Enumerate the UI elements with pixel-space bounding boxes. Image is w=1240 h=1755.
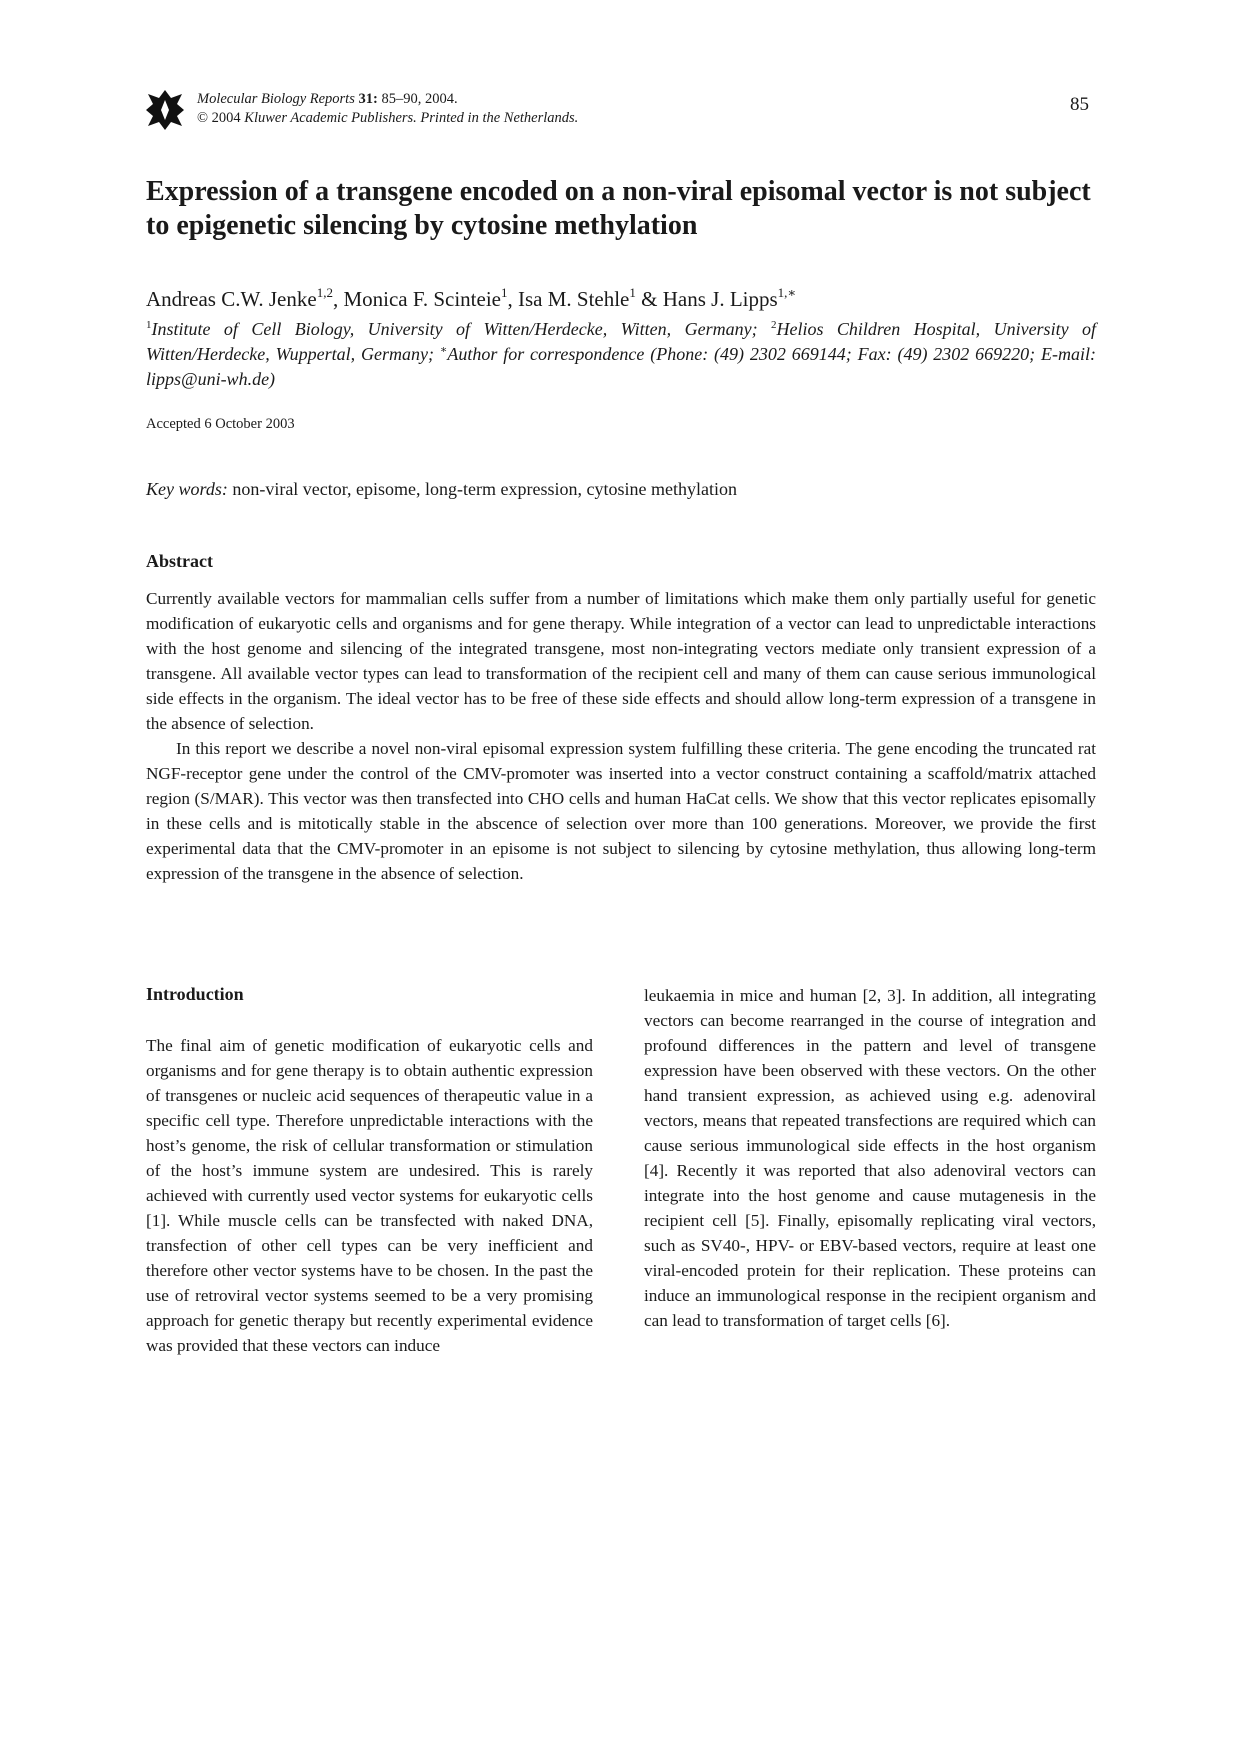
author-affiliation-mark: 1,2 <box>316 285 333 300</box>
keywords-label: Key words: <box>146 479 228 499</box>
introduction-paragraph: leukaemia in mice and human [2, 3]. In addition, all integrating vectors can become rearranged in the course of integration and profound differences in the pattern and level of transgene expression have been observed with these vectors. On the other hand transient expression, as achieved using e.g. adenoviral vectors, means that repeated transfections are required which can cause serious immunological side effects in the host organism [4]. Recently it was reported that also adenoviral vectors can integrate into the host genome and cause mutagenesis in the recipient cell [5]. Finally, episomally replicating viral vectors, such as SV40-, HPV- or EBV-based vectors, require at least one viral-encoded protein for their replication. These proteins can induce an immunological response in the recipient organism and can lead to transformation of target cells [6]. <box>644 986 1096 1330</box>
correspondence-mark: ∗ <box>439 344 448 356</box>
keywords-text: non-viral vector, episome, long-term expression, cytosine methylation <box>227 479 737 499</box>
abstract-body <box>146 586 1096 886</box>
author-name: Isa M. Stehle <box>517 287 630 311</box>
journal-citation <box>197 90 578 128</box>
page-number: 85 <box>1070 94 1089 115</box>
affiliation-2: Helios Children Hospital, University of Witten/Herdecke, Wuppertal, Germany; <box>146 319 1096 364</box>
affiliation-mark: 2 <box>770 319 777 331</box>
affiliations <box>146 317 1096 392</box>
publisher-logo-icon <box>146 88 184 132</box>
author-affiliation-mark: 1,∗ <box>777 285 797 300</box>
introduction-paragraph: The final aim of genetic modification of eukaryotic cells and organisms and for gene therapy is to obtain authentic expression of transgenes or nucleic acid sequences of therapeutic value in a specific cell type. Therefore unpredictable interactions with the host’s genome, the risk of cellular transformation or stimulation of the host’s immune system are undesired. This is rarely achieved with currently used vector systems for eukaryotic cells [1]. While muscle cells can be transfected with naked DNA, transfection of other cell types can be very inefficient and therefore other vector systems have to be chosen. In the past the use of retroviral vector systems seemed to be a very promising approach for genetic therapy but recently experimental evidence was provided that these vectors can induce <box>146 1036 593 1355</box>
publisher: Kluwer Academic Publishers. <box>244 110 417 126</box>
author-name: Hans J. Lipps <box>662 287 778 311</box>
introduction-column-left <box>146 1033 593 1358</box>
author-separator: , <box>332 287 344 311</box>
author-separator: & <box>635 287 663 311</box>
author-name: Andreas C.W. Jenke <box>146 287 317 311</box>
abstract-paragraph: Currently available vectors for mammalian cells suffer from a number of limitations which make them only partially useful for genetic modification of eukaryotic cells and organisms and for gene therapy. While integration of a vector can lead to unpredictable interactions with the host genome and silencing of the integrated transgene, most non-integrating vectors mediate only transient expression of a transgene. All available vector types can lead to transformation of the recipient cell and many of them can cause serious immunological side effects in the organism. The ideal vector has to be free of these side effects and should allow long-term expression of a transgene in the absence of selection. <box>146 589 1096 733</box>
author-affiliation-mark: 1 <box>500 285 508 300</box>
correspondence-info: Author for correspondence (Phone: (49) 2302 669144; Fax: (49) 2302 669220; E-mail: lipps@uni-wh.de) <box>146 344 1097 389</box>
journal-volume: 31: <box>358 91 378 107</box>
abstract-heading: Abstract <box>146 551 213 571</box>
paper-title: Expression of a transgene encoded on a non-viral episomal vector is not subject to epigenetic silencing by cytosine methylation <box>146 176 1091 241</box>
abstract-paragraph: In this report we describe a novel non-viral episomal expression system fulfilling these criteria. The gene encoding the truncated rat NGF-receptor gene under the control of the CMV-promoter was inserted into a vector construct containing a scaffold/matrix attached region (S/MAR). This vector was then transfected into CHO cells and human HaCat cells. We show that this vector replicates episomally in these cells and is mitotically stable in the abscence of selection over more than 100 generations. Moreover, we provide the first experimental data that the CMV-promoter in an episome is not subject to silencing by cytosine methylation, thus allowing long-term expression of the transgene in the absence of selection. <box>146 739 1096 883</box>
keywords <box>146 477 737 501</box>
journal-line-1 <box>197 90 578 109</box>
author-list <box>146 287 796 311</box>
journal-pages: 85–90, 2004. <box>381 91 458 107</box>
affiliation-1: Institute of Cell Biology, University of Witten/Herdecke, Witten, Germany; <box>151 319 771 339</box>
author-name: Monica F. Scinteie <box>343 287 501 311</box>
affiliation-mark: 1 <box>146 319 152 331</box>
journal-name: Molecular Biology Reports <box>197 91 355 107</box>
journal-line-2 <box>197 109 578 128</box>
printed-note: Printed in the Netherlands. <box>420 110 579 126</box>
introduction-heading: Introduction <box>146 984 244 1004</box>
accepted-date: Accepted 6 October 2003 <box>146 416 295 432</box>
author-affiliation-mark: 1 <box>629 285 636 300</box>
copyright: © 2004 <box>197 110 241 126</box>
introduction-column-right <box>644 983 1096 1333</box>
author-separator: , <box>507 287 518 311</box>
